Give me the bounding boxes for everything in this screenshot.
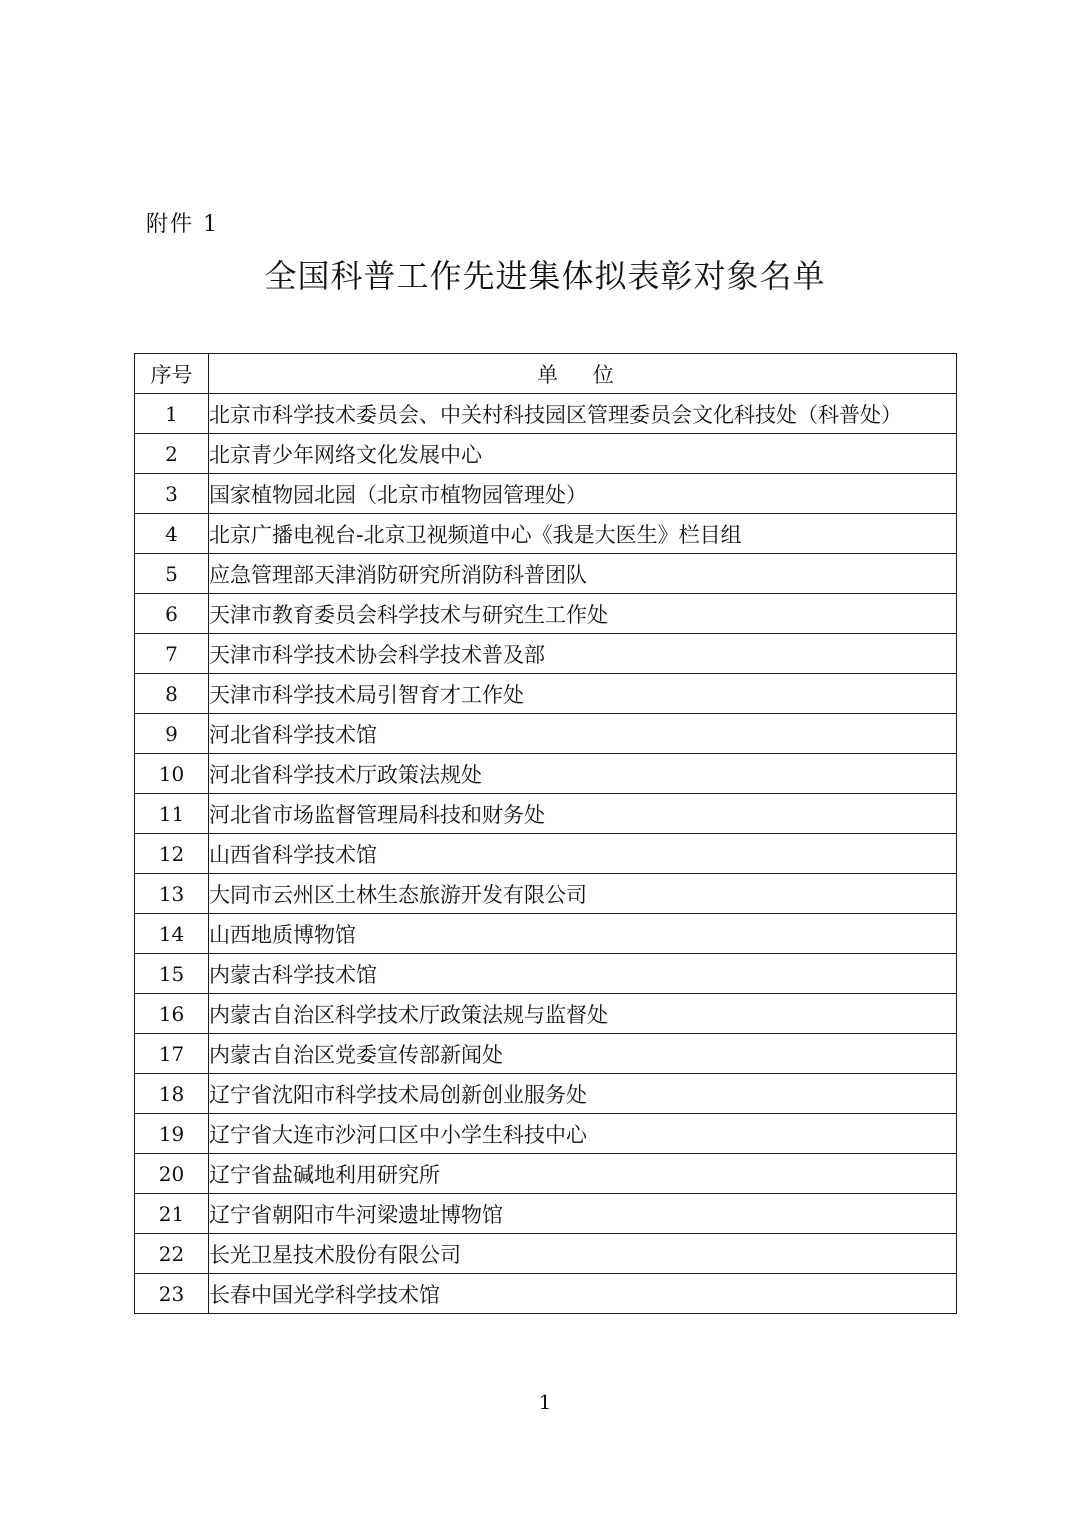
row-unit: 辽宁省朝阳市牛河梁遗址博物馆	[209, 1194, 957, 1234]
row-seq: 19	[135, 1114, 209, 1154]
row-seq: 16	[135, 994, 209, 1034]
row-unit: 北京广播电视台-北京卫视频道中心《我是大医生》栏目组	[209, 514, 957, 554]
row-seq: 5	[135, 554, 209, 594]
table-row	[135, 1074, 957, 1114]
header-seq: 序号	[135, 354, 209, 394]
table-header-row	[135, 354, 957, 394]
row-seq: 23	[135, 1274, 209, 1314]
page-number: 1	[538, 1390, 552, 1414]
row-unit: 北京市科学技术委员会、中关村科技园区管理委员会文化科技处（科普处）	[209, 394, 957, 434]
row-seq: 11	[135, 794, 209, 834]
table-row	[135, 554, 957, 594]
row-unit: 内蒙古科学技术馆	[209, 954, 957, 994]
row-seq: 17	[135, 1034, 209, 1074]
table-row	[135, 434, 957, 474]
document-title: 全国科普工作先进集体拟表彰对象名单	[264, 257, 826, 295]
row-unit: 大同市云州区土林生态旅游开发有限公司	[209, 874, 957, 914]
row-seq: 22	[135, 1234, 209, 1274]
row-unit: 长光卫星技术股份有限公司	[209, 1234, 957, 1274]
row-unit: 长春中国光学科学技术馆	[209, 1274, 957, 1314]
award-list-table	[134, 353, 957, 1314]
table-row	[135, 1234, 957, 1274]
row-unit: 辽宁省沈阳市科学技术局创新创业服务处	[209, 1074, 957, 1114]
row-unit: 山西省科学技术馆	[209, 834, 957, 874]
table-row	[135, 474, 957, 514]
table-row	[135, 874, 957, 914]
table-row	[135, 914, 957, 954]
row-unit: 内蒙古自治区党委宣传部新闻处	[209, 1034, 957, 1074]
row-unit: 河北省市场监督管理局科技和财务处	[209, 794, 957, 834]
row-seq: 15	[135, 954, 209, 994]
table-row	[135, 1194, 957, 1234]
row-seq: 8	[135, 674, 209, 714]
row-seq: 7	[135, 634, 209, 674]
row-unit: 内蒙古自治区科学技术厅政策法规与监督处	[209, 994, 957, 1034]
table-row	[135, 394, 957, 434]
row-seq: 6	[135, 594, 209, 634]
attachment-label: 附件 1	[146, 212, 219, 237]
row-seq: 20	[135, 1154, 209, 1194]
row-unit: 山西地质博物馆	[209, 914, 957, 954]
row-unit: 天津市科学技术局引智育才工作处	[209, 674, 957, 714]
row-seq: 3	[135, 474, 209, 514]
table-row	[135, 754, 957, 794]
row-unit: 天津市教育委员会科学技术与研究生工作处	[209, 594, 957, 634]
row-unit: 辽宁省大连市沙河口区中小学生科技中心	[209, 1114, 957, 1154]
table-row	[135, 594, 957, 634]
table-body	[135, 394, 957, 1314]
table-row	[135, 1114, 957, 1154]
header-unit: 单 位	[209, 354, 957, 394]
table-row	[135, 674, 957, 714]
table-row	[135, 634, 957, 674]
row-unit: 北京青少年网络文化发展中心	[209, 434, 957, 474]
row-seq: 18	[135, 1074, 209, 1114]
table-row	[135, 794, 957, 834]
table-row	[135, 994, 957, 1034]
row-seq: 4	[135, 514, 209, 554]
row-seq: 2	[135, 434, 209, 474]
row-seq: 12	[135, 834, 209, 874]
table-row	[135, 1034, 957, 1074]
table-row	[135, 1154, 957, 1194]
table-row	[135, 954, 957, 994]
row-seq: 1	[135, 394, 209, 434]
table-row	[135, 834, 957, 874]
table-row	[135, 1274, 957, 1314]
table-row	[135, 714, 957, 754]
table-row	[135, 514, 957, 554]
row-seq: 14	[135, 914, 209, 954]
row-unit: 国家植物园北园（北京市植物园管理处）	[209, 474, 957, 514]
row-seq: 9	[135, 714, 209, 754]
row-seq: 21	[135, 1194, 209, 1234]
row-seq: 13	[135, 874, 209, 914]
row-unit: 辽宁省盐碱地利用研究所	[209, 1154, 957, 1194]
row-seq: 10	[135, 754, 209, 794]
row-unit: 天津市科学技术协会科学技术普及部	[209, 634, 957, 674]
row-unit: 河北省科学技术馆	[209, 714, 957, 754]
row-unit: 应急管理部天津消防研究所消防科普团队	[209, 554, 957, 594]
row-unit: 河北省科学技术厅政策法规处	[209, 754, 957, 794]
